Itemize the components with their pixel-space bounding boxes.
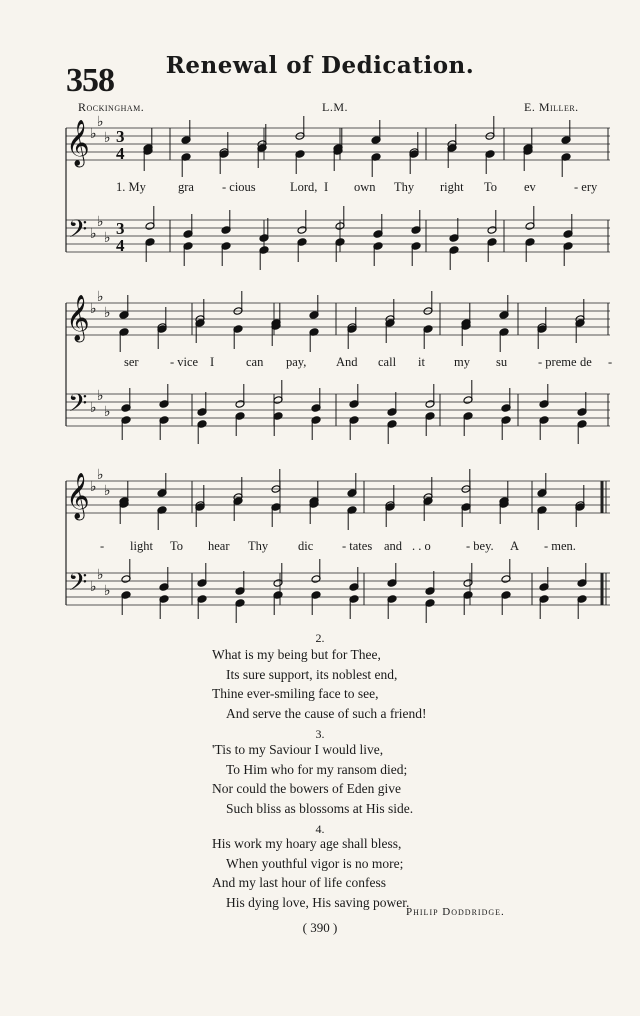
flat-icon: ♭ (90, 126, 97, 142)
stanza-line: To Him who for my ransom died; (226, 761, 408, 777)
stanza-line: His dying love, His saving power. (226, 894, 410, 910)
lyric-syllable: light (130, 539, 153, 553)
stanza-line: Nor could the bowers of Eden give (212, 781, 401, 796)
composer: E. Miller. (524, 100, 579, 114)
flat-icon: ♭ (104, 583, 111, 599)
lyric-syllable: - tates (342, 539, 373, 553)
lyric-syllable: A (510, 539, 520, 553)
page-number: ( 390 ) (302, 920, 338, 935)
lyric-syllable: I (210, 355, 215, 369)
treble-clef-icon: 𝄞 (66, 295, 90, 341)
flat-icon: ♭ (104, 130, 111, 146)
time-signature: 4 (116, 236, 125, 255)
stanza-number: 2. (315, 631, 325, 645)
author: Philip Doddridge. (406, 906, 505, 918)
stanza-line: Thine ever-smiling face to see, (212, 686, 379, 701)
lyric-syllable: - (608, 355, 613, 369)
lyric-syllable: Thy (248, 539, 269, 553)
lyric-syllable: To (170, 539, 184, 553)
bass-clef-icon: 𝄢 (68, 389, 88, 424)
lyric-syllable: ev (524, 180, 536, 194)
lyric-syllable: Lord, (290, 180, 318, 194)
lyric-syllable: - bey. (466, 539, 494, 553)
flat-icon: ♭ (97, 114, 104, 130)
lyric-syllable: gra (178, 180, 194, 194)
lyric-syllable: hear (208, 539, 230, 553)
flat-icon: ♭ (90, 479, 97, 495)
stanza-line: And serve the cause of such a friend! (226, 705, 427, 721)
stanza-line: 'Tis to my Saviour I would live, (212, 742, 384, 757)
stanza-3 (212, 740, 413, 818)
lyric-syllable: - preme (538, 355, 577, 369)
lyric-syllable: Thy (394, 180, 415, 194)
flat-icon: ♭ (104, 483, 111, 499)
lyric-syllable: 1. My (116, 180, 146, 194)
lyric-syllable: and (384, 539, 403, 553)
flat-icon: ♭ (90, 579, 97, 595)
stanza-2 (212, 645, 427, 723)
stanza-line: When youthful vigor is no more; (226, 855, 404, 871)
flat-icon: ♭ (97, 214, 104, 230)
stanza-line: Its sure support, its noblest end, (226, 666, 398, 682)
hymn-number: 358 (66, 62, 114, 99)
lyric-syllable: - ery (574, 180, 598, 194)
lyric-syllable: call (378, 355, 397, 369)
stanza-number: 3. (315, 727, 325, 741)
flat-icon: ♭ (90, 226, 97, 242)
bass-clef-icon: 𝄢 (68, 568, 88, 603)
lyric-syllable: de (580, 355, 592, 369)
lyric-syllable: ser (124, 355, 139, 369)
lyric-syllable: And (336, 355, 358, 369)
flat-icon: ♭ (97, 567, 104, 583)
stanza-4 (212, 834, 409, 912)
flat-icon: ♭ (97, 289, 104, 305)
lyric-syllable: To (484, 180, 498, 194)
lyric-syllable: right (440, 180, 464, 194)
lyric-syllable: . . o (412, 539, 431, 553)
lyric-syllable: su (496, 355, 508, 369)
lyric-syllable: - men. (544, 539, 576, 553)
tune-name: Rockingham. (78, 100, 145, 114)
lyric-syllable: my (454, 355, 470, 369)
treble-clef-icon: 𝄞 (66, 120, 90, 166)
flat-icon: ♭ (97, 388, 104, 404)
flat-icon: ♭ (97, 467, 104, 483)
lyric-syllable: dic (298, 539, 314, 553)
flat-icon: ♭ (104, 404, 111, 420)
stanza-line: His work my hoary age shall bless, (212, 836, 402, 851)
lyric-syllable: can (246, 355, 264, 369)
lyric-syllable: - cious (222, 180, 256, 194)
lyric-syllable: - (100, 539, 105, 553)
lyric-syllable: it (418, 355, 425, 369)
meter: L.M. (322, 100, 348, 114)
time-signature: 3 (116, 127, 125, 146)
lyric-syllable: I (324, 180, 329, 194)
bass-clef-icon: 𝄢 (68, 215, 88, 250)
lyric-syllable: - vice (170, 355, 199, 369)
stanza-number: 4. (315, 822, 325, 836)
flat-icon: ♭ (104, 305, 111, 321)
stanza-line: And my last hour of life confess (212, 875, 386, 890)
flat-icon: ♭ (90, 301, 97, 317)
hymn-title: Renewal of Dedication. (165, 52, 475, 79)
stanza-line: Such bliss as blossoms at His side. (226, 800, 414, 816)
lyric-syllable: own (354, 180, 376, 194)
time-signature: 3 (116, 219, 125, 238)
flat-icon: ♭ (104, 230, 111, 246)
treble-clef-icon: 𝄞 (66, 473, 90, 519)
lyric-syllable: pay, (286, 355, 307, 369)
stanza-line: What is my being but for Thee, (212, 647, 381, 662)
time-signature: 4 (116, 144, 125, 163)
flat-icon: ♭ (90, 400, 97, 416)
